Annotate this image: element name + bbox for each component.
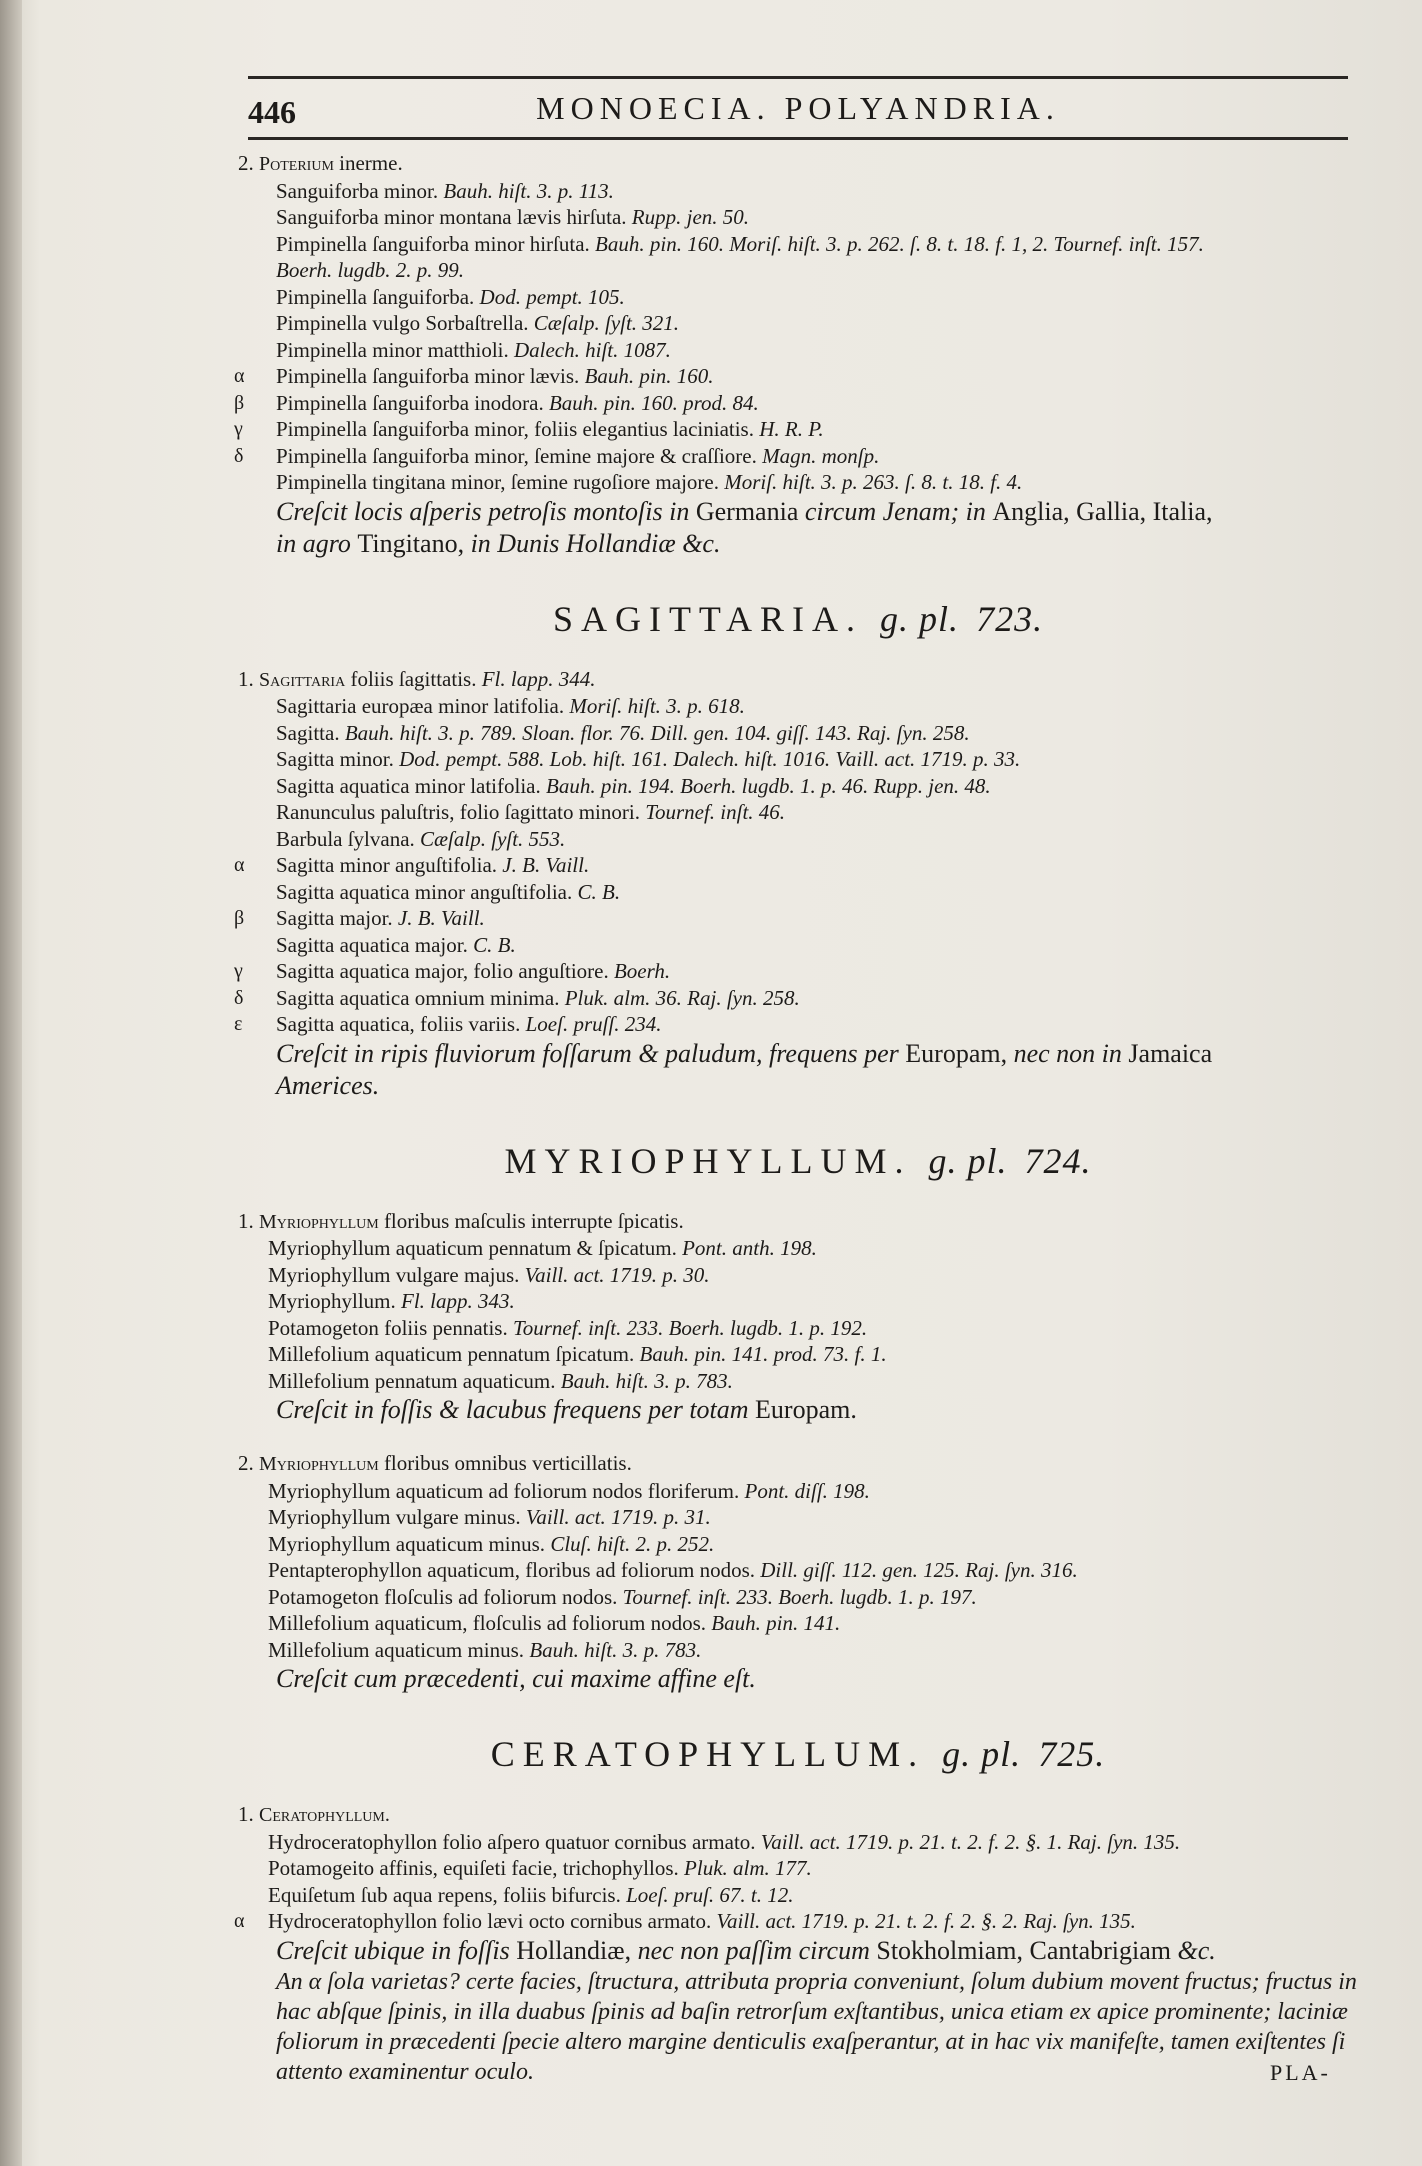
species-diagnosis: foliis ſagittatis. xyxy=(345,666,482,691)
synonym-line xyxy=(234,1011,1358,1038)
synonym-line xyxy=(238,1882,1358,1909)
synonym-text: Potamogeton foliis pennatis. xyxy=(268,1315,513,1340)
synonym-list xyxy=(238,1478,1358,1664)
synonym-text: Sanguiforba minor. xyxy=(276,178,444,203)
synonym-citation: Vaill. act. 1719. p. 30. xyxy=(524,1262,710,1287)
habitat-part: nec non paſſim circum xyxy=(631,1935,877,1965)
synonym-line xyxy=(234,363,1358,390)
variety-marker: ε xyxy=(234,1013,243,1035)
habitat-text xyxy=(238,1394,1358,1426)
synonym-line xyxy=(238,720,1358,747)
species-number: 1. xyxy=(238,1802,254,1826)
synonym-text: Sagitta aquatica, foliis variis. xyxy=(276,1012,526,1036)
habitat-part: Creſcit ubique in foſſis xyxy=(276,1935,517,1965)
variety-marker: γ xyxy=(234,418,243,440)
synonym-text: Myriophyllum vulgare majus. xyxy=(268,1262,525,1287)
species-genus: Sagittaria xyxy=(259,668,346,691)
synonym-text: Ranunculus paluſtris, folio ſagittato minori. xyxy=(276,800,646,824)
synonym-line xyxy=(238,1531,1358,1558)
synonym-citation: Dalech. hiſt. 1087. xyxy=(513,337,671,362)
synonym-line xyxy=(238,1235,1358,1262)
synonym-list xyxy=(238,1235,1358,1394)
species-genus: Ceratophyllum. xyxy=(259,1804,390,1826)
synonym-line xyxy=(238,1584,1358,1611)
synonym-text: Hydroceratophyllon folio lævi octo cornibus armato. xyxy=(268,1909,717,1933)
synonym-text: Myriophyllum aquaticum minus. xyxy=(268,1531,551,1556)
habitat-place: Stokholmiam, Cantabrigiam xyxy=(876,1935,1171,1965)
synonym-citation: Rupp. jen. 50. xyxy=(631,205,750,229)
synonym-citation: Loeſ. pruſ. 67. t. 12. xyxy=(626,1882,794,1907)
species-head xyxy=(238,1801,1358,1829)
synonym-line xyxy=(238,1315,1358,1342)
sagittaria-entry xyxy=(234,666,1358,1102)
species-genus: Myriophyllum xyxy=(259,1453,379,1475)
synonym-citation: Tournef. inſt. 233. Boerh. lugdb. 1. p. 197. xyxy=(622,1584,977,1609)
synonym-line xyxy=(238,178,1358,205)
synonym-line xyxy=(234,985,1358,1012)
synonym-line xyxy=(238,1478,1358,1505)
synonym-text: Pimpinella ſanguiforba minor, foliis elegantius laciniatis. xyxy=(276,417,760,441)
synonym-line xyxy=(238,204,1358,231)
synonym-citation: J. B. Vaill. xyxy=(502,853,590,877)
synonym-text: Pimpinella ſanguiforba minor, ſemine majore & craſſiore. xyxy=(276,443,763,468)
synonym-text: Pimpinella vulgo Sorbaſtrella. xyxy=(276,311,534,335)
synonym-text: Myriophyllum aquaticum ad foliorum nodos floriferum. xyxy=(268,1478,745,1503)
habitat-place: Anglia, Gallia, Italia, xyxy=(992,496,1213,526)
header-rule-top xyxy=(248,76,1348,79)
myriophyllum-species-2 xyxy=(238,1450,1358,1695)
synonym-text: Potamogeito affinis, equiſeti facie, trichophyllos. xyxy=(268,1856,685,1880)
synonym-text: Sagitta major. xyxy=(276,906,398,930)
synonym-line xyxy=(238,1637,1358,1664)
page-number: 446 xyxy=(248,94,296,130)
synonym-citation: Cæſalp. ſyſt. 321. xyxy=(533,311,680,335)
species-number: 2. xyxy=(238,1451,254,1475)
habitat-place: Hollandiæ, xyxy=(516,1935,632,1965)
synonym-text: Sagitta minor. xyxy=(276,747,400,771)
synonym-text: Pentapterophyllon aquaticum, floribus ad foliorum nodos. xyxy=(268,1558,761,1582)
synonym-text: Sagitta aquatica major. xyxy=(276,932,474,957)
variety-marker: δ xyxy=(234,444,244,467)
synonym-citation: Dod. pempt. 105. xyxy=(479,284,625,309)
synonym-citation: Fl. lapp. 343. xyxy=(401,1289,515,1313)
synonym-text: Millefolium aquaticum minus. xyxy=(268,1637,530,1662)
spacer xyxy=(238,1426,1358,1450)
habitat-part: in agro xyxy=(276,528,358,558)
synonym-citation: Pluk. alm. 36. Raj. ſyn. 258. xyxy=(564,985,800,1010)
synonym-text: Potamogeton floſculis ad foliorum nodos. xyxy=(268,1584,623,1609)
synonym-line xyxy=(238,257,1358,284)
species-citation: Fl. lapp. 344. xyxy=(481,666,596,691)
book-gutter xyxy=(0,0,22,2166)
synonym-text: Millefolium aquaticum pennatum ſpicatum. xyxy=(268,1342,640,1366)
genus-name: CERATOPHYLLUM. xyxy=(490,1734,926,1774)
synonym-line xyxy=(234,1908,1358,1935)
synonym-citation: H. R. P. xyxy=(759,417,824,441)
synonym-citation: Pluk. alm. 177. xyxy=(684,1856,812,1880)
variety-marker: α xyxy=(234,854,245,876)
genus-number: 723. xyxy=(976,598,1044,639)
variety-marker: γ xyxy=(234,960,243,982)
species-number: 1. xyxy=(238,666,254,691)
synonym-line xyxy=(238,1855,1358,1882)
header-rule-bottom xyxy=(248,137,1348,140)
habitat-part: circum Jenam; in xyxy=(798,496,993,526)
synonym-line xyxy=(238,1557,1358,1584)
habitat-text xyxy=(238,1935,1358,1967)
synonym-line xyxy=(238,1288,1358,1315)
synonym-citation: C. B. xyxy=(473,932,516,957)
poterium-entry xyxy=(234,150,1358,560)
synonym-citation: Tournef. inſt. 46. xyxy=(645,800,786,824)
genus-number: 725. xyxy=(1038,1734,1106,1774)
synonym-line xyxy=(234,958,1358,985)
synonym-text: Pimpinella ſanguiforba inodora. xyxy=(276,390,549,415)
synonym-line xyxy=(238,1610,1358,1637)
synonym-text: Millefolium aquaticum, floſculis ad foliorum nodos. xyxy=(268,1611,712,1635)
synonym-citation: Vaill. act. 1719. p. 31. xyxy=(525,1505,711,1529)
synonym-text: Equiſetum ſub aqua repens, foliis bifurcis. xyxy=(268,1882,627,1907)
synonym-citation: J. B. Vaill. xyxy=(397,906,485,930)
synonym-line xyxy=(238,1368,1358,1395)
synonym-list xyxy=(234,178,1358,496)
synonym-line xyxy=(234,852,1358,879)
genus-heading-myriophyllum xyxy=(238,1140,1358,1182)
synonym-text: Pimpinella ſanguiforba minor hirſuta. xyxy=(276,231,596,256)
synonym-text: Sagitta aquatica major, folio anguſtiore. xyxy=(276,959,614,983)
synonym-citation: Vaill. act. 1719. p. 21. t. 2. f. 2. §. 1. Raj. ſyn. 135. xyxy=(760,1829,1181,1854)
synonym-citation: Boerh. lugdb. 2. p. 99. xyxy=(276,258,465,282)
synonym-line xyxy=(234,390,1358,417)
synonym-text: Sagitta. xyxy=(276,720,345,745)
synonym-citation: Moriſ. hiſt. 3. p. 263. ſ. 8. t. 18. f. 4. xyxy=(724,470,1023,494)
species-number: 2. xyxy=(238,151,254,175)
synonym-line xyxy=(238,826,1358,853)
synonym-line xyxy=(238,469,1358,496)
running-head xyxy=(248,72,1348,140)
variety-marker: α xyxy=(234,365,245,387)
species-diagnosis: floribus omnibus verticillatis. xyxy=(378,1451,632,1475)
synonym-line xyxy=(238,1341,1358,1368)
genus-heading-ceratophyllum xyxy=(238,1733,1358,1775)
synonym-citation: Cluſ. hiſt. 2. p. 252. xyxy=(550,1531,715,1556)
synonym-line xyxy=(238,231,1358,258)
synonym-citation: C. B. xyxy=(577,879,621,904)
synonym-text: Sagitta aquatica omnium minima. xyxy=(276,985,565,1010)
species-head xyxy=(238,150,1358,178)
synonym-citation: Moriſ. hiſt. 3. p. 618. xyxy=(569,694,745,718)
habitat-place: Europam. xyxy=(755,1395,857,1424)
habitat-part: Creſcit cum præcedenti, cui maxime affine eſt. xyxy=(276,1664,756,1693)
ceratophyllum-entry xyxy=(234,1801,1358,2087)
genus-name: SAGITTARIA. xyxy=(552,598,864,639)
synonym-citation: Pont. anth. 198. xyxy=(682,1236,817,1260)
synonym-text: Pimpinella minor matthioli. xyxy=(276,337,514,362)
synonym-line xyxy=(238,310,1358,337)
synonym-text: Sagittaria europæa minor latifolia. xyxy=(276,694,570,718)
synonym-line xyxy=(238,693,1358,720)
habitat-part: in Dunis Hollandiæ &c. xyxy=(464,528,721,558)
synonym-citation: Bauh. hiſt. 3. p. 783. xyxy=(560,1368,733,1393)
genus-number: 724. xyxy=(1024,1140,1092,1181)
species-genus: Myriophyllum xyxy=(259,1210,379,1233)
habitat-place: Germania xyxy=(695,496,799,526)
synonym-text: Pimpinella ſanguiforba minor lævis. xyxy=(276,364,585,388)
species-number: 1. xyxy=(238,1208,254,1233)
synonym-text: Pimpinella tingitana minor, ſemine rugoſiore majore. xyxy=(276,470,725,494)
synonym-citation: Vaill. act. 1719. p. 21. t. 2. f. 2. §. 2. Raj. ſyn. 135. xyxy=(716,1909,1136,1933)
synonym-text: Myriophyllum aquaticum pennatum & ſpicatum. xyxy=(268,1236,683,1260)
critical-note: An α ſola varietas? certe facies, ſtructura, attributa propria conveniunt, ſolum dubium movent fructus; fructus in hac abſque ſpinis, in illa duabus ſpinis ad baſin retrorſum exſtantibus, unica etiam ex apice prominente; laciniæ foliorum in præcedenti ſpecie altero margine denticulis exaſperantur, at in hac vix manifeſte, tamen exiſtentes ſi attento examinentur oculo. xyxy=(276,1968,1357,2085)
synonym-citation: Magn. monſp. xyxy=(762,443,880,468)
habitat-part: Creſcit in foſſis & lacubus frequens per totam xyxy=(276,1395,756,1424)
habitat-part: &c. xyxy=(1171,1935,1216,1965)
synonym-citation: Tournef. inſt. 233. Boerh. lugdb. 1. p. 192. xyxy=(512,1315,868,1340)
synonym-text: Millefolium pennatum aquaticum. xyxy=(268,1368,561,1393)
species-diagnosis: floribus maſculis interrupte ſpicatis. xyxy=(378,1208,684,1233)
habitat-part: Creſcit in ripis fluviorum foſſarum & paludum, frequens per xyxy=(276,1038,906,1068)
synonym-line xyxy=(238,773,1358,800)
habitat-text xyxy=(238,1038,1358,1102)
genus-ref-label: g. pl. xyxy=(880,598,960,639)
synonym-citation: Bauh. pin. 141. prod. 73. f. 1. xyxy=(639,1342,887,1366)
synonym-citation: Bauh. hiſt. 3. p. 783. xyxy=(529,1637,702,1662)
synonym-citation: Bauh. hiſt. 3. p. 789. Sloan. flor. 76. Dill. gen. 104. giſſ. 143. Raj. ſyn. 258. xyxy=(344,720,970,745)
habitat-text xyxy=(238,496,1358,560)
synonym-text: Sagitta aquatica minor latifolia. xyxy=(276,773,546,798)
synonym-line xyxy=(234,443,1358,470)
synonym-text: Hydroceratophyllon folio aſpero quatuor cornibus armato. xyxy=(268,1829,761,1854)
running-title: MONOECIA. POLYANDRIA. xyxy=(536,90,1060,126)
species-diagnosis: inerme. xyxy=(333,151,403,175)
species-head xyxy=(238,1208,1358,1236)
synonym-line xyxy=(238,799,1358,826)
variety-marker: β xyxy=(234,907,245,929)
synonym-line xyxy=(238,1262,1358,1289)
synonym-citation: Bauh. pin. 160. Moriſ. hiſt. 3. p. 262. ſ. 8. t. 18. f. 1, 2. Tournef. inſt. 157. xyxy=(595,231,1204,256)
synonym-citation: Cæſalp. ſyſt. 553. xyxy=(420,826,566,851)
synonym-citation: Bauh. pin. 141. xyxy=(711,1611,841,1635)
synonym-text: Sagitta minor anguſtifolia. xyxy=(276,853,503,877)
habitat-part: Americes. xyxy=(276,1070,380,1100)
synonym-text: Myriophyllum. xyxy=(268,1289,402,1313)
synonym-line xyxy=(238,1504,1358,1531)
habitat-place: Europam, xyxy=(905,1038,1008,1068)
synonym-citation: Bauh. pin. 160. prod. 84. xyxy=(548,390,759,415)
species-genus: Poterium xyxy=(259,153,334,175)
synonym-line xyxy=(238,337,1358,364)
synonym-line xyxy=(238,1829,1358,1856)
genus-heading-sagittaria xyxy=(238,598,1358,640)
synonym-line xyxy=(238,932,1358,959)
habitat-text xyxy=(238,1663,1358,1695)
synonym-line xyxy=(238,879,1358,906)
synonym-citation: Pont. diſſ. 198. xyxy=(744,1478,870,1503)
synonym-text: Sagitta aquatica minor anguſtifolia. xyxy=(276,879,578,904)
synonym-citation: Loeſ. pruſſ. 234. xyxy=(525,1012,662,1036)
habitat-place: Jamaica xyxy=(1128,1038,1213,1068)
synonym-citation: Bauh. hiſt. 3. p. 113. xyxy=(443,178,614,203)
genus-name: MYRIOPHYLLUM. xyxy=(504,1140,912,1181)
synonym-text: Pimpinella ſanguiforba. xyxy=(276,284,480,309)
habitat-part: Creſcit locis aſperis petroſis montoſis in xyxy=(276,496,696,526)
synonym-line xyxy=(234,905,1358,932)
synonym-line xyxy=(234,416,1358,443)
synonym-list xyxy=(234,693,1358,1038)
habitat-place: Tingitano, xyxy=(357,528,465,558)
synonym-citation: Bauh. pin. 160. xyxy=(584,364,714,388)
species-head xyxy=(238,666,1358,694)
synonym-text: Sanguiforba minor montana lævis hirſuta. xyxy=(276,205,632,229)
synonym-list xyxy=(234,1829,1358,1935)
variety-marker: β xyxy=(234,391,245,414)
habitat-part: nec non in xyxy=(1007,1038,1129,1068)
synonym-citation: Boerh. xyxy=(613,959,671,983)
genus-ref-label: g. pl. xyxy=(942,1734,1022,1774)
page-body xyxy=(234,150,1358,2087)
variety-marker: α xyxy=(234,1910,245,1932)
species-head xyxy=(238,1450,1358,1478)
synonym-citation: Dod. pempt. 588. Lob. hiſt. 161. Dalech. hiſt. 1016. Vaill. act. 1719. p. 33. xyxy=(399,747,1021,771)
variety-marker: δ xyxy=(234,986,244,1009)
synonym-citation: Bauh. pin. 194. Boerh. lugdb. 1. p. 46. Rupp. jen. 48. xyxy=(546,773,991,798)
synonym-line xyxy=(238,284,1358,311)
synonym-citation: Dill. giſſ. 112. gen. 125. Raj. ſyn. 316. xyxy=(760,1558,1078,1582)
synonym-line xyxy=(238,746,1358,773)
synonym-text: Myriophyllum vulgare minus. xyxy=(268,1505,526,1529)
catchword: PLA- xyxy=(1270,2060,1331,2085)
genus-ref-label: g. pl. xyxy=(928,1140,1008,1181)
synonym-text: Barbula ſylvana. xyxy=(276,826,421,851)
myriophyllum-species-1 xyxy=(238,1208,1358,1427)
